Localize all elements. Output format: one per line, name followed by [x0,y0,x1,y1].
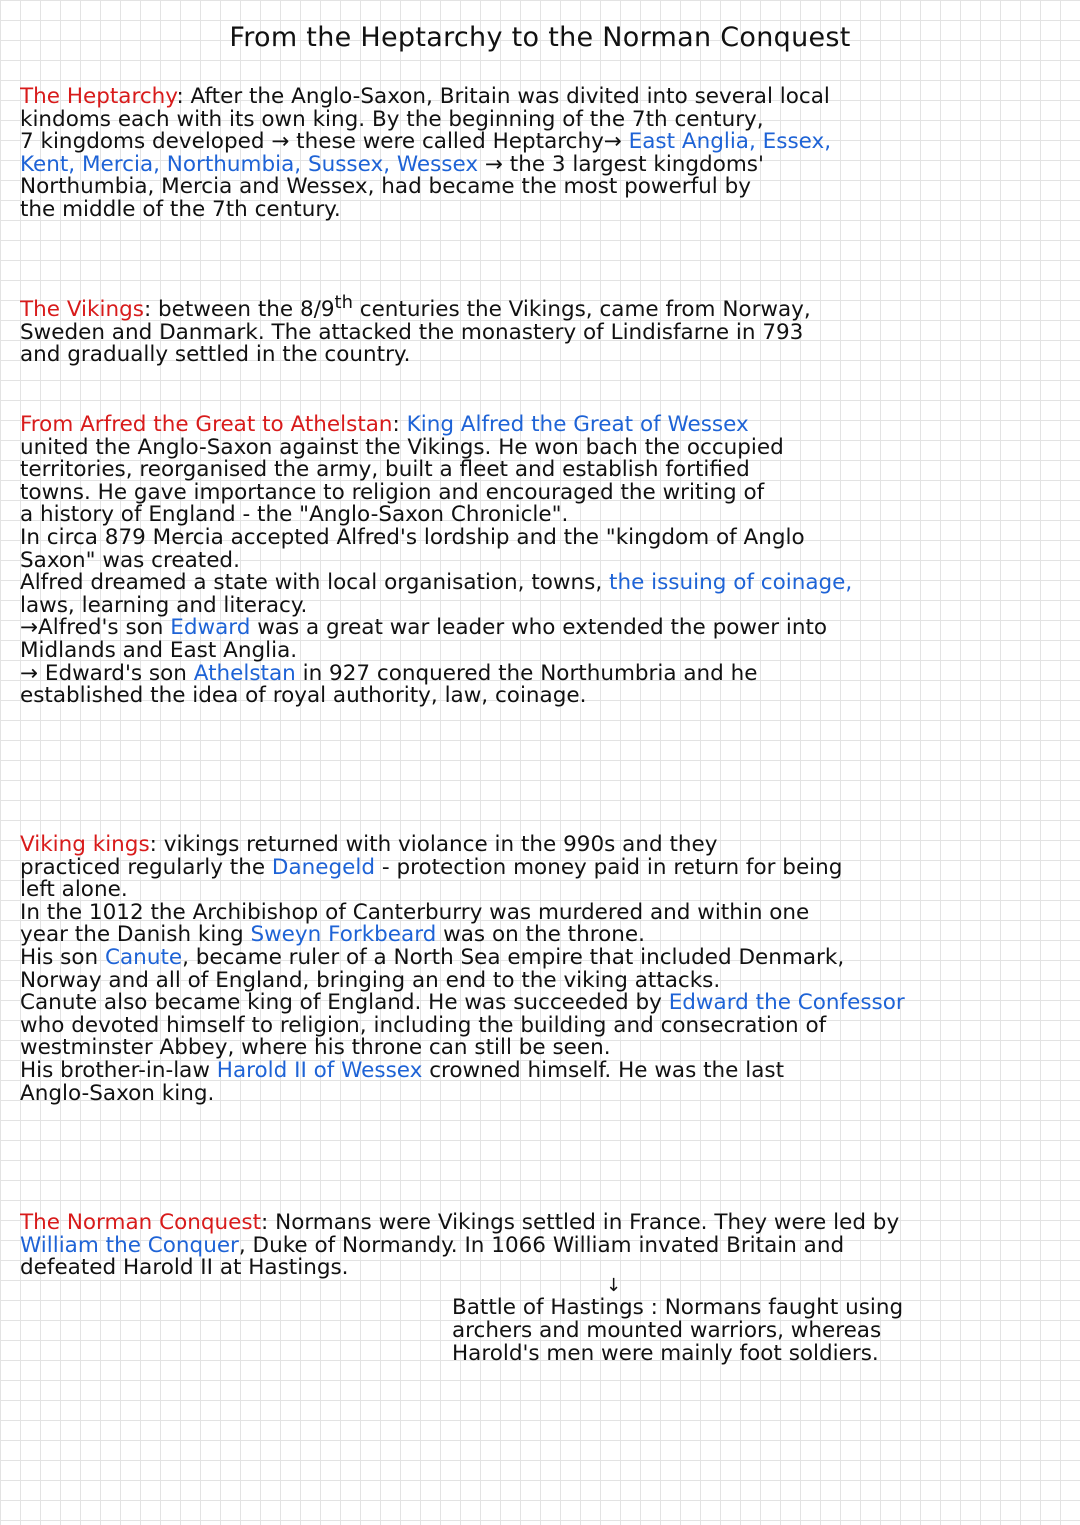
page-title: From the Heptarchy to the Norman Conquest [229,22,851,53]
heptarchy-line-6: the middle of the 7th century. [20,198,341,222]
norman-line-2: William the Conquer, Duke of Normandy. In 1066 William invated Britain and [20,1234,845,1258]
vikings-line-1: The Vikings: between the 8/9th centuries the Vikings, came from Norway, [20,292,811,322]
heptarchy-heading: The Heptarchy [20,86,177,109]
viking-kings-line-7: Norway and all of England, bringing an end to the viking attacks. [20,969,721,993]
viking-kings-line-11: His brother-in-law Harold II of Wessex crowned himself. He was the last [20,1059,785,1083]
viking-kings-line-4: In the 1012 the Archibishop of Canterburry was murdered and within one [20,901,810,925]
alfred-line-1: From Arfred the Great to Athelstan: King Alfred the Great of Wessex [20,414,749,437]
vikings-line-3: and gradually settled in the country. [20,344,411,367]
alfred-line-9: laws, learning and literacy. [20,594,308,618]
alfred-heading: From Arfred the Great to Athelstan [20,414,393,437]
viking-kings-line-10: westminster Abbey, where his throne can still be seen. [20,1037,611,1060]
viking-kings-line-5: year the Danish king Sweyn Forkbeard was on the throne. [20,924,645,947]
section-norman-conquest [20,1212,1068,1280]
battle-line-2: archers and mounted warriors, whereas [452,1319,882,1342]
alfred-line-13: established the idea of royal authority, law, coinage. [20,685,587,708]
section-viking-kings [20,834,1068,1105]
alfred-line-4: towns. He gave importance to religion and encouraged the writing of [20,481,765,505]
viking-kings-line-3: left alone. [20,879,128,902]
viking-kings-line-12: Anglo-Saxon king. [20,1082,215,1106]
alfred-line-3: territories, reorganised the army, built a fleet and establish fortified [20,459,750,482]
alfred-line-2: united the Anglo-Saxon against the Vikings. He won bach the occupied [20,436,784,460]
battle-of-hastings-note [452,1296,1072,1365]
heptarchy-line-5: Northumbia, Mercia and Wessex, had became the most powerful by [20,176,751,199]
arrow-right-icon: → [271,131,290,154]
alfred-line-8: Alfred dreamed a state with local organisation, towns, the issuing of coinage, [20,572,853,595]
section-heptarchy [20,86,1068,222]
arrow-down-icon: ↓ [606,1275,622,1296]
alfred-line-6: In circa 879 Mercia accepted Alfred's lordship and the "kingdom of Anglo [20,526,805,550]
vikings-line-2: Sweden and Danmark. The attacked the monastery of Lindisfarne in 793 [20,321,804,345]
section-alfred [20,414,1068,708]
viking-kings-line-2: practiced regularly the Danegeld - protection money paid in return for being [20,856,843,880]
alfred-line-10: →Alfred's son Edward was a great war leader who extended the power into [20,617,828,640]
alfred-line-5: a history of England - the "Anglo-Saxon Chronicle". [20,504,569,527]
alfred-line-11: Midlands and East Anglia. [20,639,298,663]
alfred-line-12: → Edward's son Athelstan in 927 conquered the Northumbria and he [20,662,758,686]
norman-heading: The Norman Conquest [20,1212,262,1235]
viking-kings-heading: Viking kings [20,834,150,857]
arrow-right-icon: → [20,662,39,686]
norman-line-3: defeated Harold II at Hastings. [20,1257,349,1280]
section-vikings [20,292,1068,367]
viking-kings-line-6: His son Canute, became ruler of a North Sea empire that included Denmark, [20,946,845,970]
heptarchy-line-2: kindoms each with its own king. By the beginning of the 7th century, [20,108,764,132]
heptarchy-line-1: The Heptarchy: After the Anglo-Saxon, Britain was divited into several local [20,86,830,109]
arrow-right-icon: → [484,153,503,177]
heptarchy-line-3: 7 kingdoms developed → these were called Heptarchy→ East Anglia, Essex, [20,131,832,154]
heptarchy-line-4: Kent, Mercia, Northumbia, Sussex, Wessex → the 3 largest kingdoms' [20,153,764,177]
alfred-line-7: Saxon" was created. [20,549,240,573]
viking-kings-line-9: who devoted himself to religion, including the building and consecration of [20,1014,827,1038]
battle-line-3: Harold's men were mainly foot soldiers. [452,1342,879,1365]
arrow-right-icon: → [603,131,622,154]
viking-kings-line-1: Viking kings: vikings returned with violance in the 990s and they [20,834,718,857]
battle-line-1: Battle of Hastings : Normans faught using [452,1296,904,1319]
vikings-heading: The Vikings [20,297,144,322]
norman-line-1: The Norman Conquest: Normans were Vikings settled in France. They were led by [20,1212,900,1235]
arrow-right-icon: → [20,617,39,640]
viking-kings-line-8: Canute also became king of England. He was succeeded by Edward the Confessor [20,992,905,1015]
